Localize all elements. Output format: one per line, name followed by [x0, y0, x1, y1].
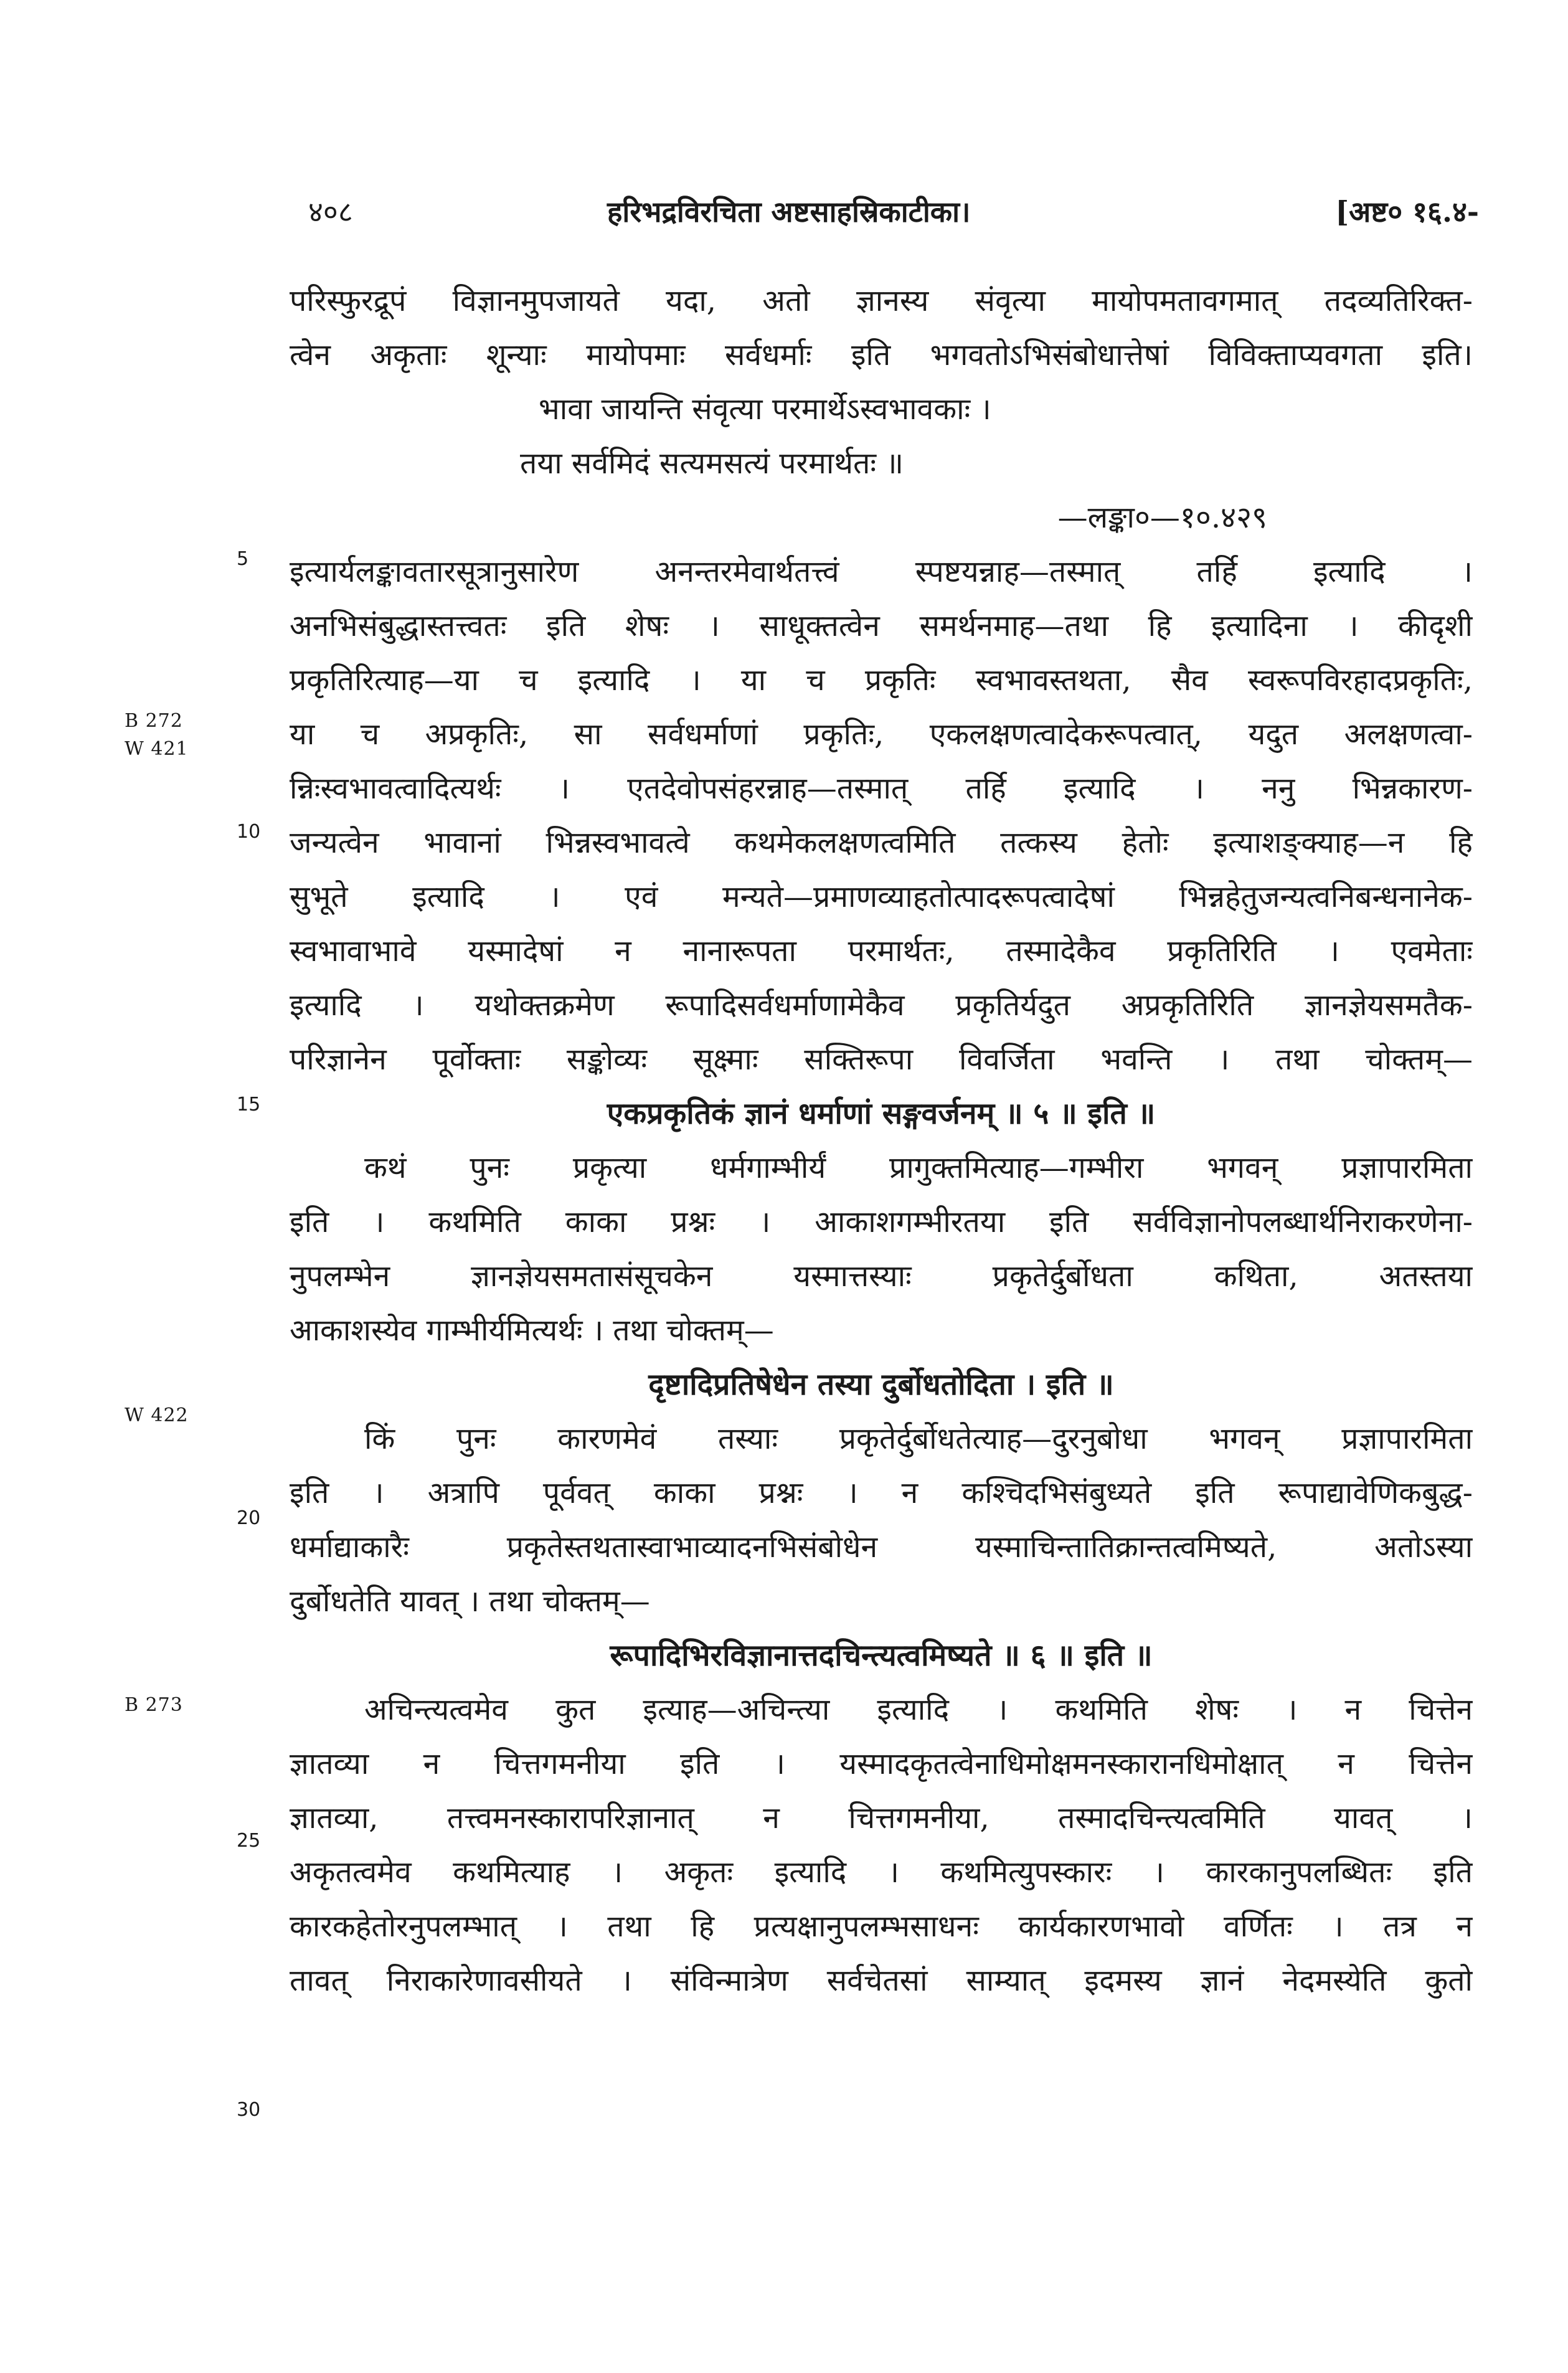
text-line: स्वभावाभावे यस्मादेषां न नानारूपता परमार्थतः, तस्मादेकैव प्रकृतिरिति । एवमेताः: [290, 934, 1473, 969]
karika-line: रूपादिभिरविज्ञानात्तदचिन्त्यत्वमिष्यते ॥ ६ ॥ इति ॥: [610, 1638, 1153, 1673]
line-number: 20: [237, 1507, 261, 1529]
text-line: आकाशस्येव गाम्भीर्यमित्यर्थः । तथा चोक्तम्—: [290, 1313, 774, 1348]
margin-ref-w421: W 421: [125, 738, 189, 760]
text-line: किं पुनः कारणमेवं तस्याः प्रकृतेर्दुर्बोधतेत्याह—दुरनुबोधा भगवन् प्रज्ञापारमिता: [364, 1421, 1473, 1456]
text-line: सुभूते इत्यादि । एवं मन्यते—प्रमाणव्याहतोत्पादरूपत्वादेषां भिन्नहेतुजन्यत्वनिबन्धनानेक-: [290, 879, 1473, 914]
margin-ref-w422: W 422: [125, 1404, 189, 1426]
running-title: हरिभद्रविरचिता अष्टसाहस्रिकाटीका।: [607, 195, 971, 229]
body-text: [290, 274, 1473, 2008]
text-line: इति । अत्रापि पूर्ववत् काका प्रश्नः । न कश्चिदभिसंबुध्यते इति रूपाद्यावेणिकबुद्ध-: [290, 1475, 1473, 1510]
text-line: नुपलम्भेन ज्ञानज्ञेयसमतासंसूचकेन यस्मात्तस्याः प्रकृतेर्दुर्बोधता कथिता, अतस्तया: [290, 1259, 1473, 1294]
text-line: अकृतत्वमेव कथमित्याह । अकृतः इत्यादि । कथमित्युपस्कारः । कारकानुपलब्धितः इति: [290, 1855, 1473, 1890]
text-line: इत्यादि । यथोक्तक्रमेण रूपादिसर्वधर्माणामेकैव प्रकृतिर्यदुत अप्रकृतिरिति ज्ञानज्ञेयसमतैक-: [290, 988, 1473, 1023]
line-number: 5: [237, 548, 249, 570]
karika-line: दृष्टादिप्रतिषेधेन तस्या दुर्बोधतोदिता । इति ॥: [648, 1367, 1114, 1402]
text-line: इत्यार्यलङ्कावतारसूत्रानुसारेण अनन्तरमेवार्थतत्त्वं स्पष्टयन्नाह—तस्मात् तर्हि इत्यादि ।: [290, 554, 1473, 589]
line-number: 10: [237, 821, 261, 843]
text-line: परिस्फुरद्रूपं विज्ञानमुपजायते यदा, अतो ज्ञानस्य संवृत्या मायोपमतावगमात् तदव्यतिरिक्त-: [290, 283, 1473, 318]
margin-ref-b272: B 272: [125, 710, 183, 732]
line-number: 25: [237, 1830, 261, 1852]
text-line: त्वेन अकृताः शून्याः मायोपमाः सर्वधर्माः इति भगवतोऽभिसंबोधात्तेषां विविक्ताप्यवगता इति।: [290, 338, 1473, 372]
verse-line: भावा जायन्ति संवृत्या परमार्थेऽस्वभावकाः ।: [539, 392, 991, 427]
text-line: न्निःस्वभावत्वादित्यर्थः । एतदेवोपसंहरन्नाह—तस्मात् तर्हि इत्यादि । ननु भिन्नकारण-: [290, 771, 1473, 806]
text-line: अनभिसंबुद्धास्तत्त्वतः इति शेषः । साधूक्तत्वेन समर्थनमाह—तथा हि इत्यादिना । कीदृशी: [290, 609, 1473, 643]
text-line: दुर्बोधतेति यावत् । तथा चोक्तम्—: [290, 1584, 650, 1619]
text-line: कारकहेतोरनुपलम्भात् । तथा हि प्रत्यक्षानुपलम्भसाधनः कार्यकारणभावो वर्णितः । तत्र न: [290, 1909, 1473, 1944]
text-line: ज्ञातव्या न चित्तगमनीया इति । यस्मादकृतत्वेनाधिमोक्षमनस्कारानधिमोक्षात् न चित्तेन: [290, 1746, 1473, 1781]
page-header: [308, 187, 1479, 237]
text-line: या च अप्रकृतिः, सा सर्वधर्माणां प्रकृतिः, एकलक्षणत्वादेकरूपत्वात्, यदुत अलक्षणत्वा-: [290, 717, 1473, 752]
page-number: ४०८: [308, 195, 353, 229]
text-line: तावत् निराकारेणावसीयते । संविन्मात्रेण सर्वचेतसां साम्यात् इदमस्य ज्ञानं नेदमस्येति कुतो: [290, 1963, 1473, 1998]
section-reference: [अष्ट० १६.४-: [1335, 195, 1479, 229]
source-reference: —लङ्का०—१०.४२९: [1057, 500, 1267, 535]
margin-ref-b273: B 273: [125, 1694, 183, 1716]
text-line: ज्ञातव्या, तत्त्वमनस्कारापरिज्ञानात् न चित्तगमनीया, तस्मादचिन्त्यत्वमिति यावत् ।: [290, 1801, 1473, 1835]
text-line: प्रकृतिरित्याह—या च इत्यादि । या च प्रकृतिः स्वभावस्तथता, सैव स्वरूपविरहादप्रकृतिः,: [290, 663, 1473, 698]
karika-line: एकप्रकृतिकं ज्ञानं धर्माणां सङ्गवर्जनम् ॥ ५ ॥ इति ॥: [607, 1096, 1156, 1131]
line-number: 30: [237, 2099, 261, 2121]
text-line: इति । कथमिति काका प्रश्नः । आकाशगम्भीरतया इति सर्वविज्ञानोपलब्धार्थनिराकरणेना-: [290, 1205, 1473, 1239]
verse-line: तया सर्वमिदं सत्यमसत्यं परमार्थतः ॥: [520, 446, 904, 481]
text-line: परिज्ञानेन पूर्वोक्ताः सङ्कोव्यः सूक्ष्माः सक्तिरूपा विवर्जिता भवन्ति । तथा चोक्तम्—: [290, 1042, 1473, 1077]
text-line: जन्यत्वेन भावानां भिन्नस्वभावत्वे कथमेकलक्षणत्वमिति तत्कस्य हेतोः इत्याशङ्क्याह—न हि: [290, 825, 1473, 860]
line-number: 15: [237, 1094, 261, 1115]
text-line: अचिन्त्यत्वमेव कुत इत्याह—अचिन्त्या इत्यादि । कथमिति शेषः । न चित्तेन: [364, 1692, 1473, 1727]
text-line: धर्माद्याकारैः प्रकृतेस्तथतास्वाभाव्यादनभिसंबोधेन यस्माचिन्तातिक्रान्तत्वमिष्यते, अतोऽस्या: [290, 1530, 1473, 1565]
text-line: कथं पुनः प्रकृत्या धर्मगाम्भीर्यं प्रागुक्तमित्याह—गम्भीरा भगवन् प्रज्ञापारमिता: [364, 1150, 1473, 1185]
